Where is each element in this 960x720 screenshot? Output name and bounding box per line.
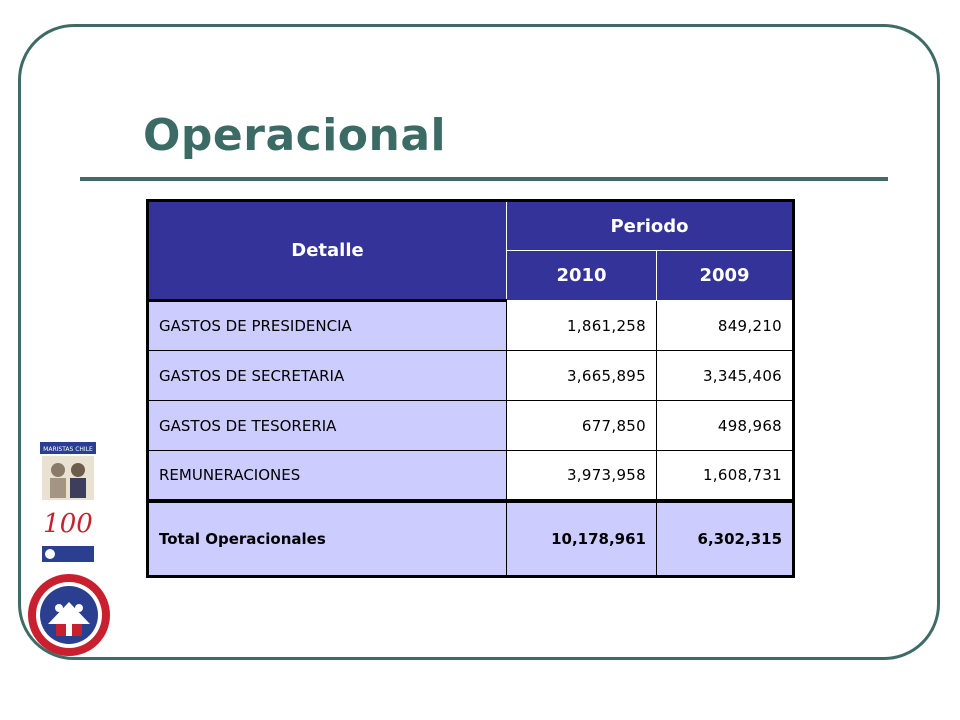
row-value-2009: 3,345,406 [657,351,794,401]
row-value-2010: 677,850 [507,401,657,451]
total-row [148,501,794,577]
header-periodo: Periodo [507,201,794,251]
row-label: REMUNERACIONES [148,451,507,501]
row-value-2009: 498,968 [657,401,794,451]
row-value-2010: 3,973,958 [507,451,657,501]
row-value-2010: 1,861,258 [507,301,657,351]
header-year-2010: 2010 [507,251,657,301]
slide-title: Operacional [143,110,447,161]
row-value-2009: 849,210 [657,301,794,351]
total-label: Total Operacionales [148,501,507,577]
table-row [148,301,794,351]
centenary-icon: 100 [43,509,93,539]
row-label: GASTOS DE TESORERIA [148,401,507,451]
maristas-logo [40,442,96,566]
header-detalle: Detalle [148,201,507,301]
maristas-label: MARISTAS CHILE [43,446,93,453]
school-seal-icon [26,572,112,658]
table-row [148,451,794,501]
row-label: GASTOS DE PRESIDENCIA [148,301,507,351]
table-row [148,351,794,401]
table-row [148,401,794,451]
row-value-2010: 3,665,895 [507,351,657,401]
row-label: GASTOS DE SECRETARIA [148,351,507,401]
total-value-2009: 6,302,315 [657,501,794,577]
total-value-2010: 10,178,961 [507,501,657,577]
header-year-2009: 2009 [657,251,794,301]
row-value-2009: 1,608,731 [657,451,794,501]
title-divider [80,177,888,181]
portrait-icon [42,456,94,500]
financial-table [146,199,795,578]
